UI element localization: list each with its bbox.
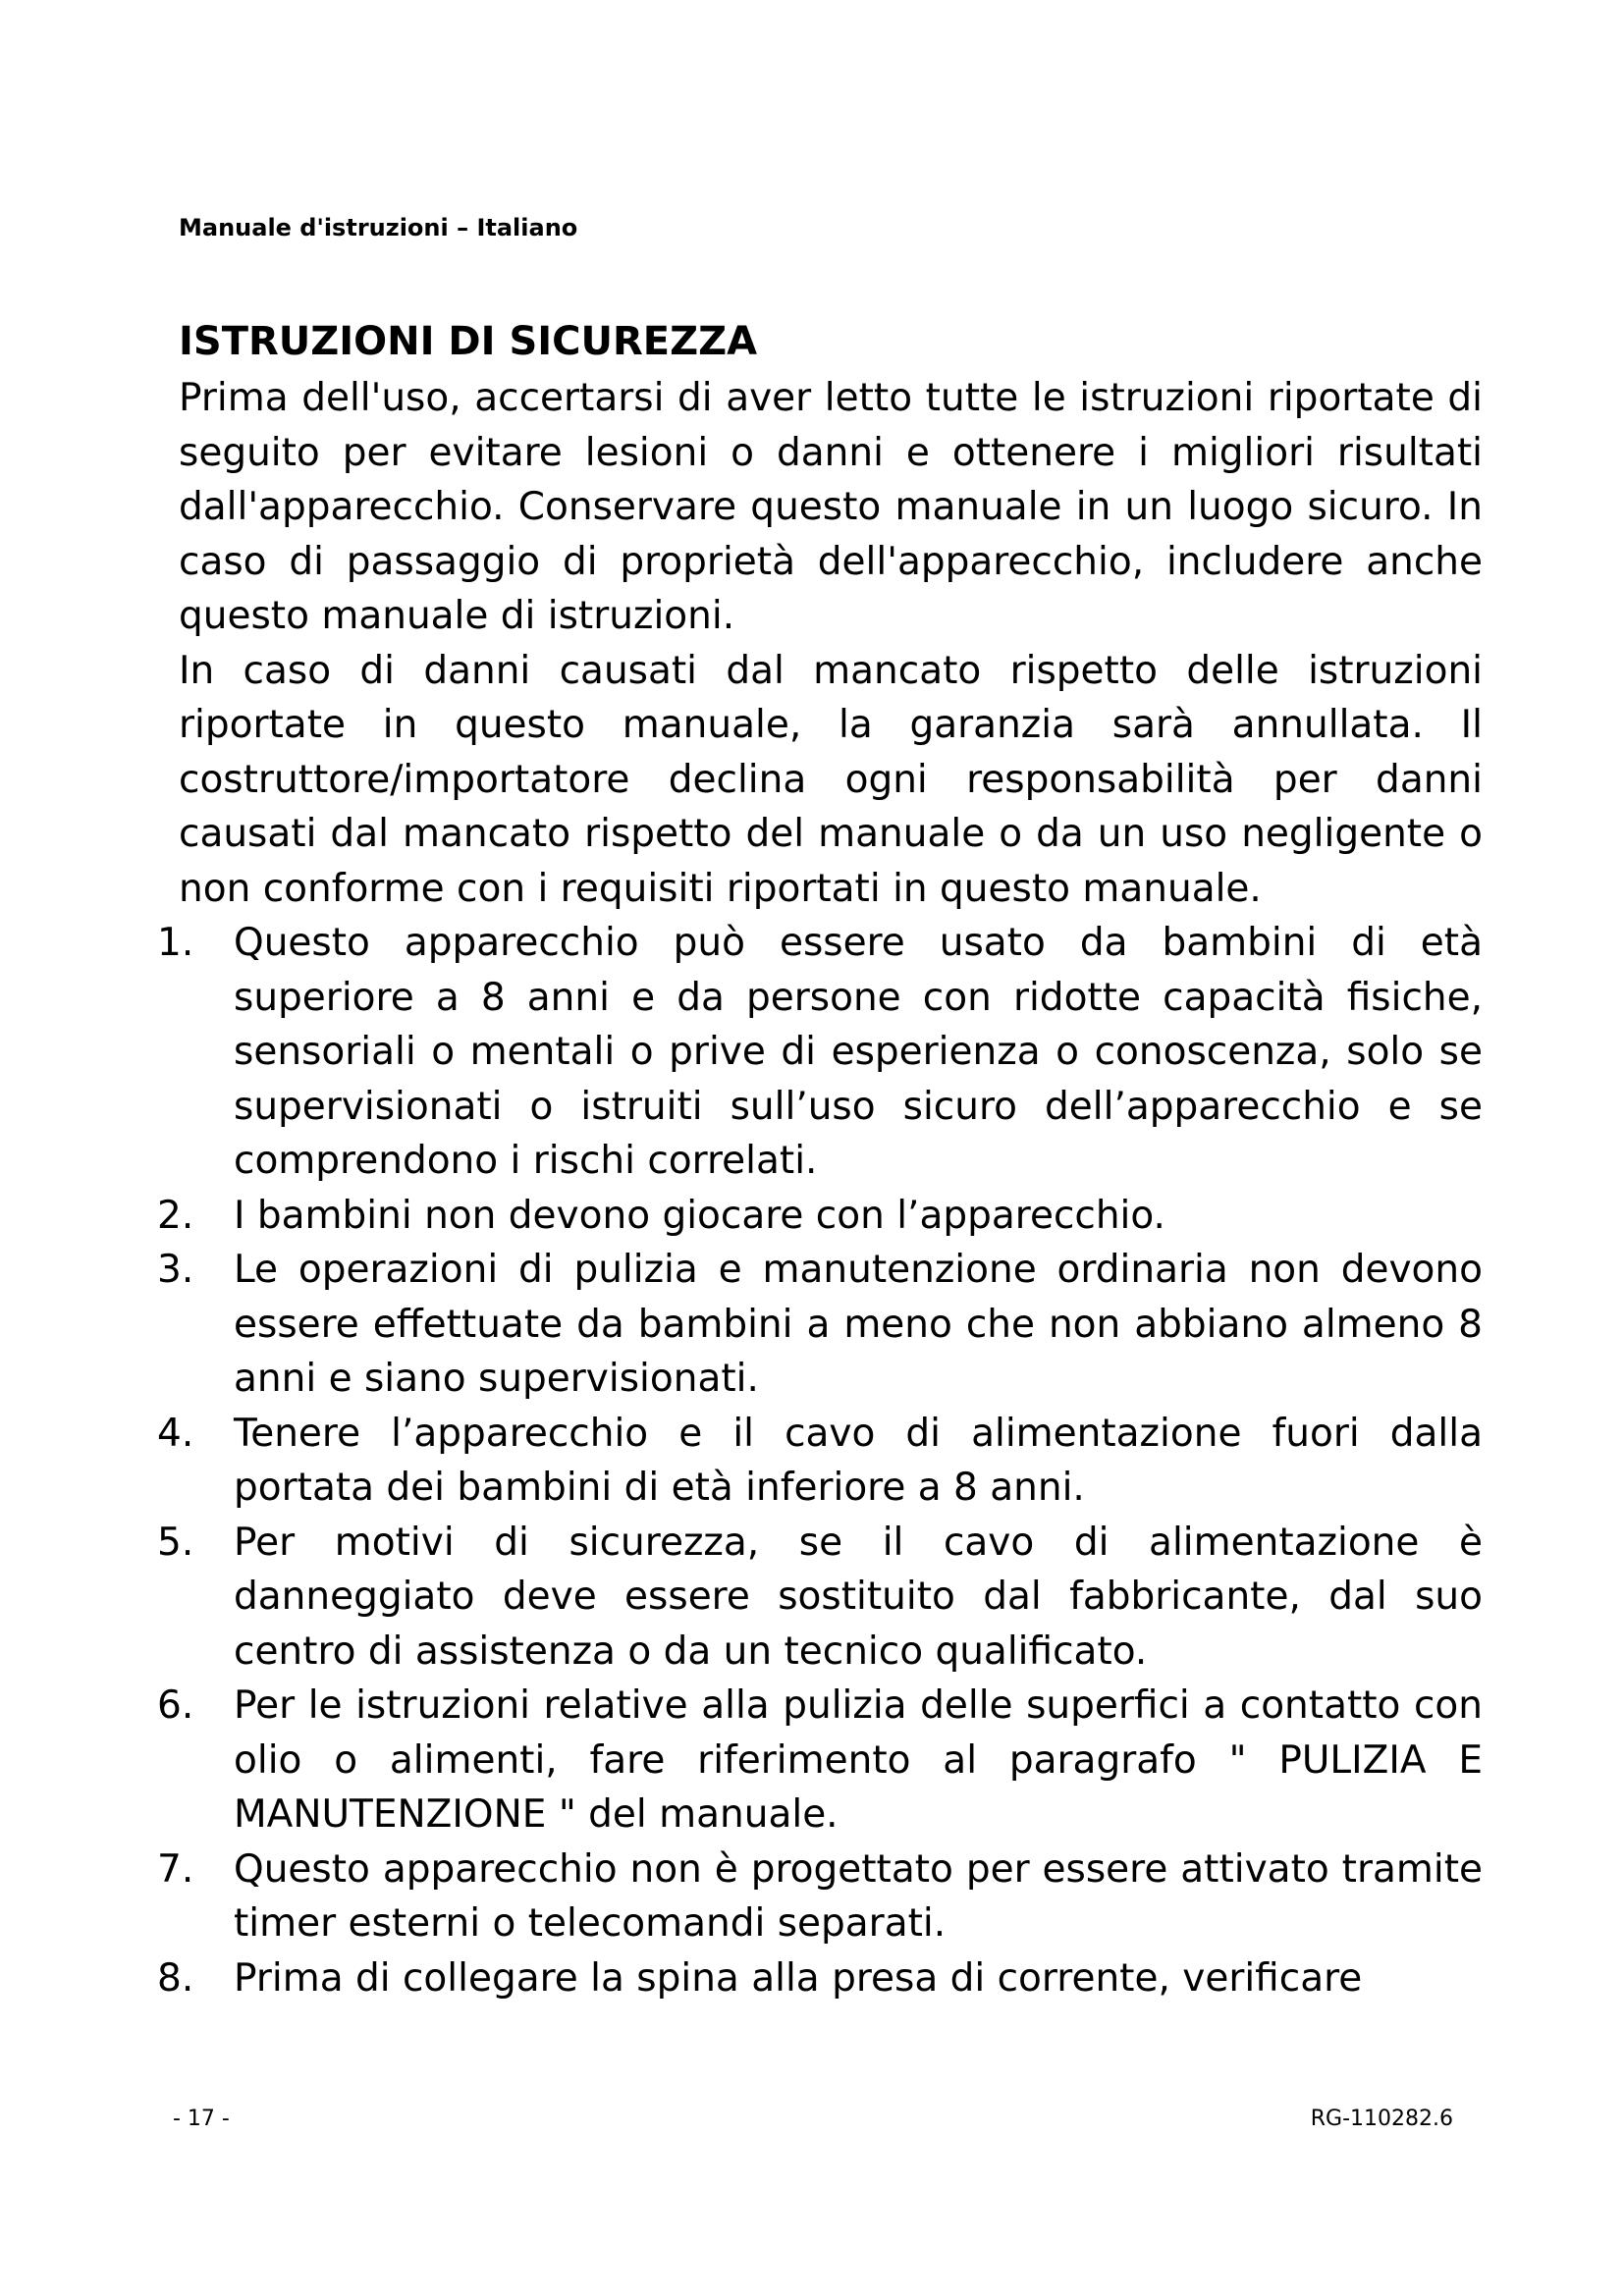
list-item (157, 1243, 1483, 1407)
list-item-number: 2. (157, 1193, 194, 1238)
list-item-number: 4. (157, 1411, 194, 1456)
list-item-number: 3. (157, 1248, 194, 1292)
list-item-number: 1. (157, 921, 194, 965)
list-item (157, 1679, 1483, 1842)
list-item (157, 1842, 1483, 1951)
intro-paragraph: Prima dell'uso, accertarsi di aver letto tutte le istruzioni riportate di seguito per evitare lesioni o danni e ottenere i migliori risultati dall'apparecchio. Conservare questo manuale in un luogo sicuro. In caso di passaggio di proprietà dell'apparecchio, includere anche questo manuale di istruzioni. (179, 376, 1483, 638)
list-item-text: Questo apparecchio può essere usato da bambini di età superiore a 8 anni e da persone con ridotte capacità fisiche, sensoriali o mentali o prive di esperienza o conoscenza, solo se supervisionati o istruiti sull’uso sicuro dell’apparecchio e se comprendono i rischi correlati. (234, 921, 1483, 1183)
list-item (157, 916, 1483, 1189)
list-item (157, 1516, 1483, 1680)
list-item-text: Per le istruzioni relative alla pulizia delle superfici a contatto con olio o alimenti, fare riferimento al paragrafo " PULIZIA E MANUTENZIONE " del manuale. (234, 1683, 1483, 1837)
list-item-text: Per motivi di sicurezza, se il cavo di alimentazione è danneggiato deve essere sostituito dal fabbricante, dal suo centro di assistenza o da un tecnico qualificato. (234, 1520, 1483, 1674)
page-number: - 17 - (173, 2107, 230, 2131)
warranty-paragraph: In caso di danni causati dal mancato rispetto delle istruzioni riportate in questo manuale, la garanzia sarà annullata. Il costruttore/importatore declina ogni responsabilità per danni causati dal mancato rispetto del manuale o da un uso negligente o non conforme con i requisiti riportati in questo manuale. (179, 648, 1483, 911)
list-item (157, 1951, 1483, 2006)
section-heading: ISTRUZIONI DI SICUREZZA (179, 319, 758, 364)
page-content (157, 312, 1483, 2005)
list-item-number: 7. (157, 1846, 194, 1892)
page-header: Manuale d'istruzioni – Italiano (179, 214, 578, 241)
document-code: RG-110282.6 (1310, 2107, 1453, 2131)
list-item (157, 1189, 1483, 1244)
list-item-text: Questo apparecchio non è progettato per essere attivato tramite timer esterni o telecomandi separati. (234, 1846, 1483, 1946)
list-item-text: Prima di collegare la spina alla presa di corrente, verificare (234, 1955, 1363, 2001)
list-item-text: Le operazioni di pulizia e manutenzione ordinaria non devono essere effettuate da bambini a meno che non abbiano almeno 8 anni e siano supervisionati. (234, 1248, 1483, 1401)
list-item-number: 6. (157, 1683, 194, 1728)
list-item-text: I bambini non devono giocare con l’apparecchio. (234, 1193, 1165, 1238)
list-item (157, 1407, 1483, 1516)
list-item-number: 8. (157, 1955, 194, 2001)
safety-list (157, 916, 1483, 2005)
list-item-text: Tenere l’apparecchio e il cavo di alimentazione fuori dalla portata dei bambini di età inferiore a 8 anni. (234, 1411, 1483, 1510)
list-item-number: 5. (157, 1520, 194, 1565)
